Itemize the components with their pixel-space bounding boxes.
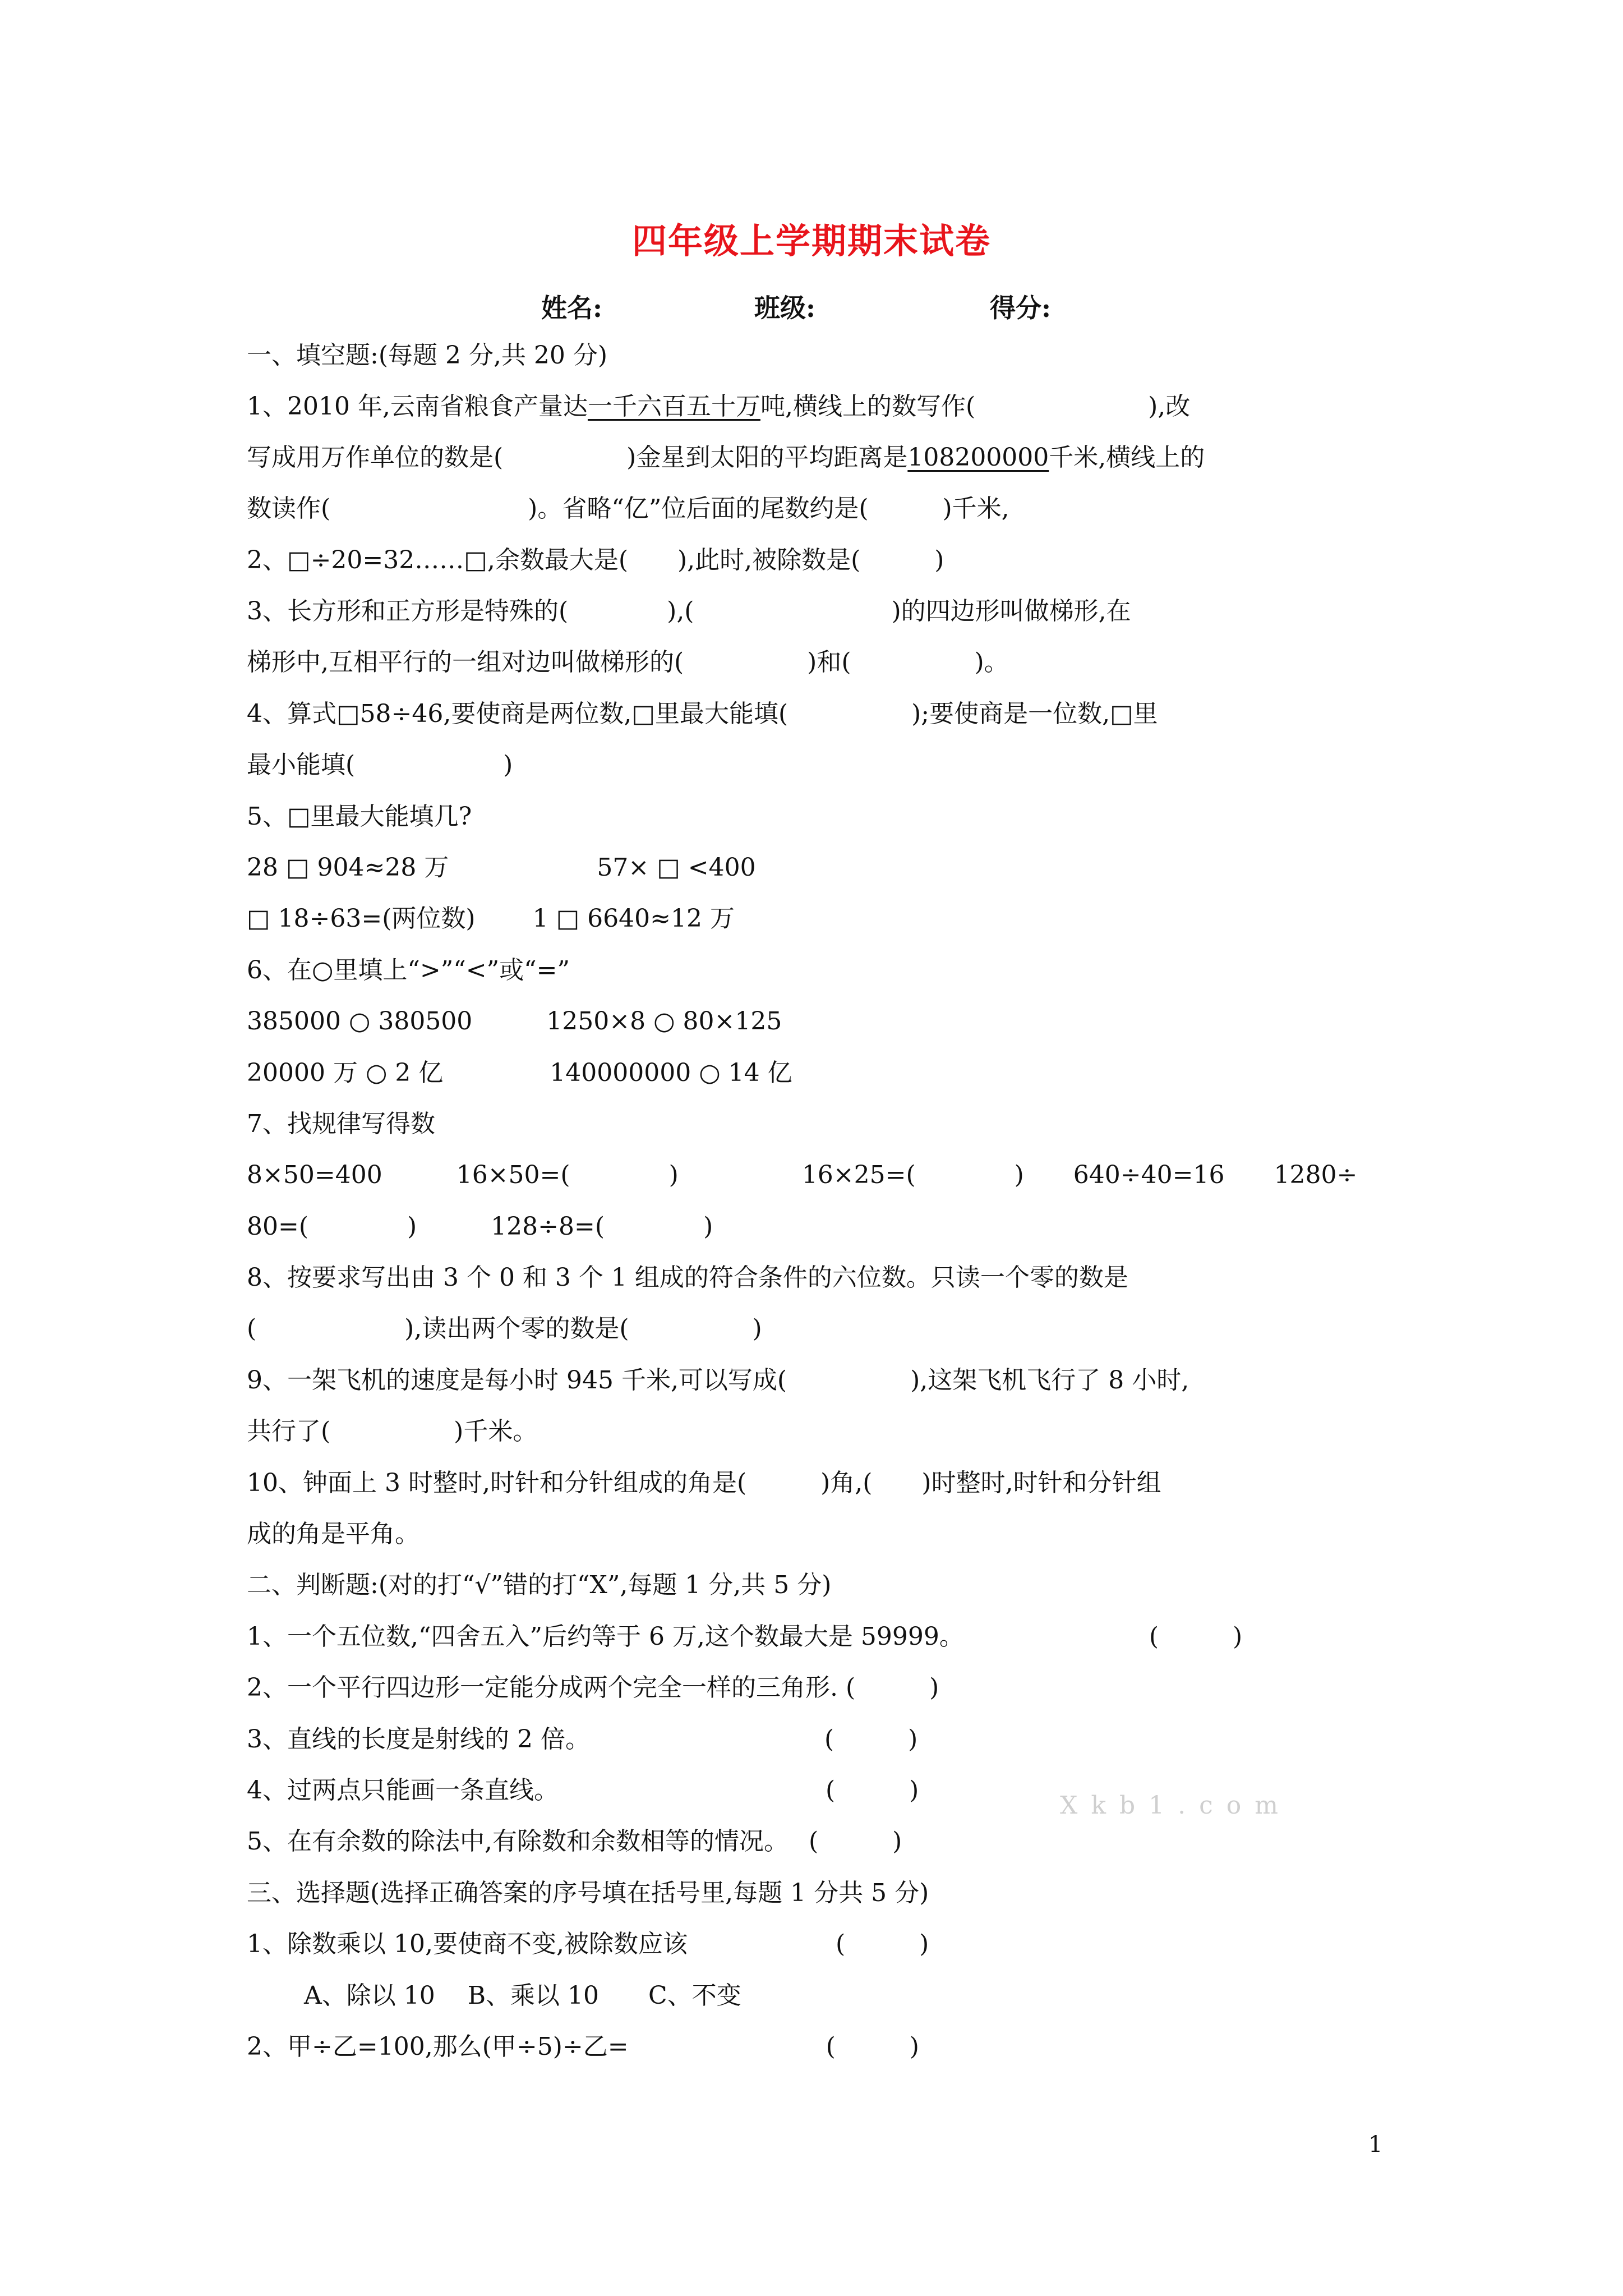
question-8-line-2: ( ),读出两个零的数是( ): [247, 1314, 762, 1343]
question-7-row-1: 8×50=400 16×50=( ) 16×25=( ) 640÷40=16 1280÷: [247, 1161, 1358, 1189]
question-5: 5、□里最大能填几?: [247, 802, 472, 831]
question-4-line-2: 最小能填( ): [247, 751, 513, 779]
section-true-false-heading: 二、判断题:(对的打“√”错的打“X”,每题 1 分,共 5 分): [247, 1571, 832, 1599]
question-5-row-2: □ 18÷63=(两位数) 1 □ 6640≈12 万: [247, 904, 735, 933]
question-7-row-2: 80=( ) 128÷8=( ): [247, 1212, 713, 1241]
question-10-line-1: 10、钟面上 3 时整时,时针和分针组成的角是( )角,( )时整时,时针和分针组: [247, 1469, 1161, 1497]
class-label: 班级:: [754, 293, 815, 323]
question-10-line-2: 成的角是平角。: [247, 1520, 419, 1548]
underlined-number-words: 一千六百五十万: [587, 392, 760, 421]
question-1-text-c: 写成用万作单位的数是( )金星到太阳的平均距离是: [247, 443, 908, 472]
section-fill-blank-heading: 一、填空题:(每题 2 分,共 20 分): [247, 341, 608, 370]
judge-question-4: 4、过两点只能画一条直线。 ( ): [247, 1776, 919, 1805]
question-5-row-1: 28 □ 904≈28 万 57× □ <400: [247, 853, 756, 882]
question-1-text-b: 吨,横线上的数写作( ),改: [760, 392, 1191, 421]
question-6-row-2: 20000 万 ○ 2 亿 140000000 ○ 14 亿: [247, 1059, 792, 1087]
judge-question-2: 2、一个平行四边形一定能分成两个完全一样的三角形. ( ): [247, 1673, 939, 1702]
choice-question-1: 1、除数乘以 10,要使商不变,被除数应该 ( ): [247, 1930, 929, 1958]
question-9-line-2: 共行了( )千米。: [247, 1417, 538, 1446]
question-6-row-1: 385000 ○ 380500 1250×8 ○ 80×125: [247, 1007, 782, 1036]
question-1-line-1: [247, 391, 1190, 422]
page-number: 1: [1368, 2132, 1383, 2157]
choice-question-2: 2、甲÷乙=100,那么(甲÷5)÷乙= ( ): [247, 2032, 919, 2061]
question-1-line-2: [247, 442, 1205, 473]
judge-question-5: 5、在有余数的除法中,有除数和余数相等的情况。 ( ): [247, 1827, 902, 1856]
score-label: 得分:: [990, 293, 1051, 323]
watermark: Xkb1.com: [1060, 1791, 1292, 1820]
question-7: 7、找规律写得数: [247, 1110, 435, 1138]
question-1-line-3: 数读作( )。省略“亿”位后面的尾数约是( )千米,: [247, 494, 1009, 523]
page-title: 四年级上学期期末试卷: [631, 220, 991, 261]
question-1-text-a: 1、2010 年,云南省粮食产量达: [247, 392, 588, 421]
question-9-line-1: 9、一架飞机的速度是每小时 945 千米,可以写成( ),这架飞机飞行了 8 小时,: [247, 1366, 1189, 1395]
name-label: 姓名:: [541, 293, 602, 323]
question-1-text-d: 千米,横线上的: [1049, 443, 1205, 472]
question-8-line-1: 8、按要求写出由 3 个 0 和 3 个 1 组成的符合条件的六位数。只读一个零的数是: [247, 1263, 1128, 1292]
question-6: 6、在○里填上“>”“<”或“=”: [247, 956, 570, 984]
choice-question-1-options: A、除以 10 B、乘以 10 C、不变: [247, 1981, 741, 2010]
section-choice-heading: 三、选择题(选择正确答案的序号填在括号里,每题 1 分共 5 分): [247, 1879, 929, 1907]
question-3-line-1: 3、长方形和正方形是特殊的( ),( )的四边形叫做梯形,在: [247, 597, 1131, 625]
question-2: 2、□÷20=32……□,余数最大是( ),此时,被除数是( ): [247, 546, 944, 574]
question-4-line-1: 4、算式□58÷46,要使商是两位数,□里最大能填( );要使商是一位数,□里: [247, 700, 1158, 728]
judge-question-1: 1、一个五位数,“四舍五入”后约等于 6 万,这个数最大是 59999。 ( ): [247, 1622, 1243, 1651]
underlined-distance-number: 108200000: [907, 443, 1049, 472]
question-3-line-2: 梯形中,互相平行的一组对边叫做梯形的( )和( )。: [247, 648, 1009, 677]
judge-question-3: 3、直线的长度是射线的 2 倍。 ( ): [247, 1725, 918, 1754]
